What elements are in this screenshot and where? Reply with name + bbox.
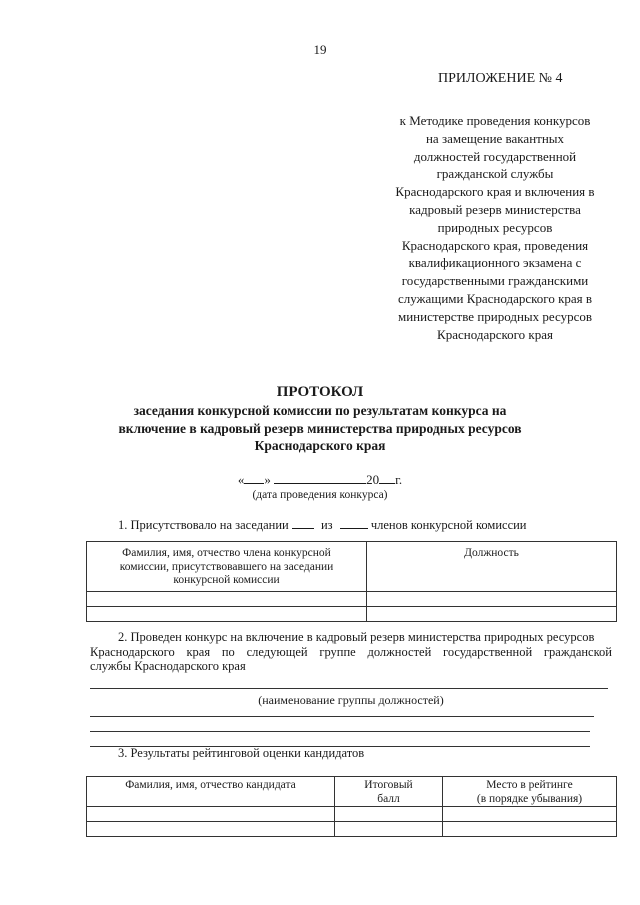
day-blank: [244, 471, 264, 484]
date-caption: (дата проведения конкурса): [252, 489, 388, 501]
members-name-header-line: комиссии, присутствовавшего на заседании: [119, 560, 334, 573]
attendance-text-start: 1. Присутствовало на заседании: [118, 518, 289, 532]
date-close-quote: »: [264, 472, 271, 487]
appendix-reference-line: природных ресурсов: [437, 219, 553, 235]
members-position-cell[interactable]: [367, 592, 617, 607]
table-row: [87, 822, 617, 837]
group-name-caption: (наименование группы должностей): [258, 693, 444, 707]
appendix-reference-line: министерстве природных ресурсов: [397, 308, 593, 324]
protocol-subtitle-line: заседания конкурсной комиссии по результатам конкурса на: [133, 403, 507, 418]
blank-line[interactable]: [90, 716, 594, 717]
members-name-header-line: конкурсной комиссии: [173, 574, 280, 586]
year-prefix: 20: [366, 472, 380, 487]
rank-header: [443, 777, 617, 807]
table-row: [87, 807, 617, 822]
appendix-reference-line: гражданской службы: [436, 166, 554, 182]
appendix-reference-line: Краснодарского края и включения в: [395, 184, 595, 200]
section2: [90, 630, 612, 674]
section2-line: Краснодарского края по следующей группе должностей государственной гражданской: [90, 644, 612, 659]
candidate-name-cell[interactable]: [87, 822, 335, 837]
rank-cell[interactable]: [443, 822, 617, 837]
score-cell[interactable]: [335, 807, 443, 822]
score-header-line: балл: [377, 792, 400, 805]
protocol-subtitle-line: включение в кадровый резерв министерства природных ресурсов: [118, 420, 522, 436]
month-blank: [274, 471, 366, 484]
attendance-text-mid: из: [320, 518, 333, 532]
members-table: [86, 541, 617, 622]
appendix-reference-line: государственными гражданскими: [401, 273, 589, 289]
section2-line: службы Краснодарского края: [90, 659, 246, 673]
candidate-name-header-label: Фамилия, имя, отчество кандидата: [125, 779, 296, 791]
section3-title: 3. Результаты рейтинговой оценки кандидатов: [118, 746, 365, 760]
appendix-reference: [370, 112, 620, 343]
members-position-header: [367, 542, 617, 592]
year-blank: [379, 471, 395, 484]
attendance-line: [118, 516, 527, 533]
appendix-reference-line: кадровый резерв министерства: [409, 201, 581, 217]
table-row: [87, 592, 617, 607]
year-suffix: г.: [395, 472, 403, 487]
rating-table-header: [87, 777, 617, 807]
section2-line: 2. Проведен конкурс на включение в кадровый резерв министерства природных ресурсов: [118, 630, 595, 644]
appendix-reference-line: Краснодарского края, проведения: [401, 237, 589, 253]
total-count-blank: [340, 516, 368, 529]
appendix-reference-line: служащими Краснодарского края в: [397, 290, 593, 306]
present-count-blank: [292, 516, 314, 529]
appendix-reference-line: на замещение вакантных: [425, 130, 565, 146]
score-header: [335, 777, 443, 807]
candidate-name-cell[interactable]: [87, 807, 335, 822]
appendix-reference-line: должностей государственной: [413, 148, 577, 164]
blank-line[interactable]: [90, 731, 590, 732]
appendix-reference-line: квалификационного экзамена с: [408, 255, 582, 271]
rank-header-line: Место в рейтинге: [486, 779, 573, 791]
appendix-reference-line: к Методике проведения конкурсов: [399, 113, 591, 128]
rating-table: [86, 776, 617, 837]
attendance-text-end: членов конкурсной комиссии: [370, 518, 527, 532]
appendix-reference-line: Краснодарского края: [437, 326, 553, 342]
rank-cell[interactable]: [443, 807, 617, 822]
score-header-line: Итоговый: [364, 779, 413, 791]
page-number: 19: [313, 42, 327, 57]
table-row: [87, 607, 617, 622]
group-name-line[interactable]: [90, 688, 608, 689]
members-name-header-line: Фамилия, имя, отчество члена конкурсной: [122, 547, 331, 559]
members-name-cell[interactable]: [87, 607, 367, 622]
score-cell[interactable]: [335, 822, 443, 837]
date-open-quote: «: [237, 472, 245, 487]
appendix-title: ПРИЛОЖЕНИЕ № 4: [438, 71, 563, 86]
members-table-header: [87, 542, 617, 592]
protocol-title: ПРОТОКОЛ: [276, 384, 364, 400]
protocol-subtitle: [100, 402, 540, 455]
members-name-header: [87, 542, 367, 592]
protocol-subtitle-line: Краснодарского края: [254, 438, 386, 453]
members-position-header-label: Должность: [464, 547, 519, 559]
candidate-name-header: [87, 777, 335, 807]
members-position-cell[interactable]: [367, 607, 617, 622]
rank-header-line: (в порядке убывания): [476, 792, 583, 805]
members-name-cell[interactable]: [87, 592, 367, 607]
date-line: [0, 471, 640, 488]
